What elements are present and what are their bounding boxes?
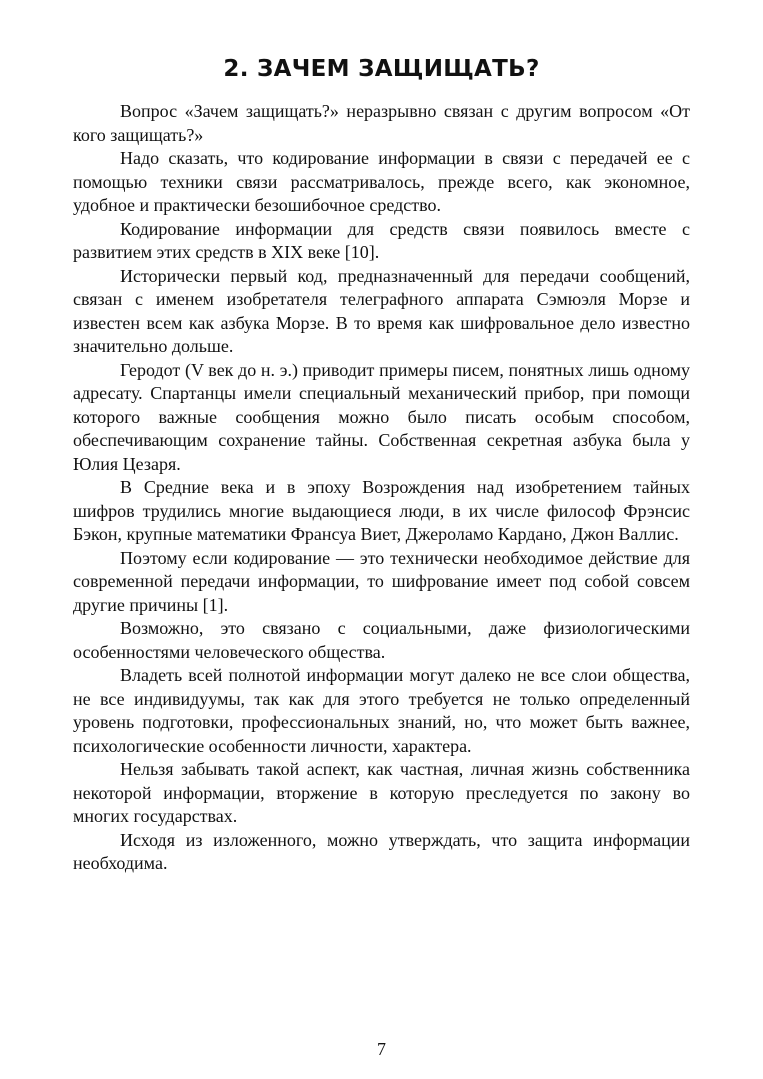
section-title: 2. ЗАЧЕМ ЗАЩИЩАТЬ? [223, 56, 540, 82]
paragraph: Возможно, это связано с социальными, даже физиологическими особенностями человеческого общества. [73, 618, 690, 662]
paragraph: Геродот (V век до н. э.) приводит примеры писем, понятных лишь одному адресату. Спартанцы имели специальный механический прибор, при помощи которого важные сообщения можно было писать особым способом, обеспечивающим сохранение тайны. Собственная секретная азбука была у Юлия Цезаря. [73, 359, 690, 474]
paragraph: Поэтому если кодирование — это технически необходимое действие для современной передачи информации, то шифрование имеет под собой совсем другие причины [1]. [73, 547, 690, 615]
body-text [73, 100, 690, 876]
paragraph: Владеть всей полнотой информации могут далеко не все слои общества, не все индивидуумы, так как для этого требуется не только определенный уровень подготовки, профессиональных знаний, но, что может быть важнее, психологические особенности личности, характера. [73, 665, 690, 756]
paragraph: В Средние века и в эпоху Возрождения над изобретением тайных шифров трудились многие выдающиеся люди, в их числе философ Фрэнсис Бэкон, крупные математики Франсуа Виет, Джероламо Кардано, Джон Валлис. [73, 477, 690, 544]
page-number: 7 [377, 1039, 386, 1059]
paragraph: Исходя из изложенного, можно утверждать, что защита информации необходима. [73, 829, 690, 873]
paragraph: Исторически первый код, предназначенный для передачи сообщений, связан с именем изобретателя телеграфного аппарата Сэмюэля Морзе и известен всем как азбука Морзе. В то время как шифровальное дело известно значительно дольше. [73, 265, 690, 356]
paragraph: Вопрос «Зачем защищать?» неразрывно связан с другим вопросом «От кого защищать?» [73, 101, 690, 145]
paragraph: Кодирование информации для средств связи появилось вместе с развитием этих средств в XIX веке [10]. [73, 218, 690, 262]
paragraph: Надо сказать, что кодирование информации в связи с передачей ее с помощью техники связи рассматривалось, прежде всего, как экономное, удобное и практически безошибочное средство. [73, 148, 690, 215]
paragraph: Нельзя забывать такой аспект, как частная, личная жизнь собственника некоторой информации, вторжение в которую преследуется по закону во многих государствах. [73, 759, 690, 826]
